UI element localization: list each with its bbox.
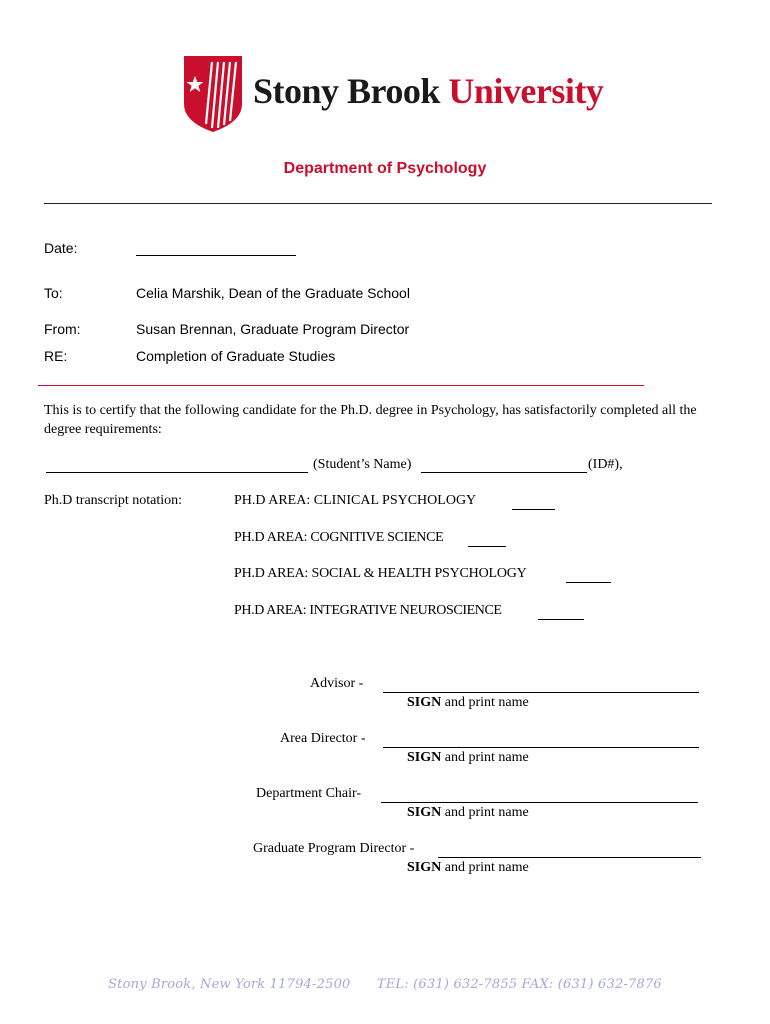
advisor-sign-caption: SIGN and print name bbox=[407, 695, 529, 710]
footer bbox=[0, 977, 770, 992]
logo-name-part2: University bbox=[448, 71, 604, 111]
area-cognitive-line[interactable] bbox=[468, 546, 506, 547]
student-name-label: (Student’s Name) bbox=[313, 457, 412, 472]
grad-director-signature-line[interactable] bbox=[438, 857, 701, 858]
department-title: Department of Psychology bbox=[283, 160, 487, 177]
to-value: Celia Marshik, Dean of the Graduate School bbox=[136, 285, 410, 301]
area-clinical: PH.D AREA: CLINICAL PSYCHOLOGY bbox=[234, 493, 477, 508]
shield-star-icon bbox=[182, 52, 244, 134]
grad-director-label: Graduate Program Director - bbox=[253, 841, 415, 856]
student-id-line[interactable] bbox=[421, 472, 587, 473]
student-name-line[interactable] bbox=[46, 472, 308, 473]
department-chair-signature-line[interactable] bbox=[381, 802, 698, 803]
footer-address: Stony Brook, New York 11794-2500 bbox=[108, 977, 351, 992]
logo-wordmark bbox=[253, 70, 603, 112]
logo-name-part1: Stony Brook bbox=[253, 71, 440, 111]
transcript-label: Ph.D transcript notation: bbox=[44, 493, 183, 508]
area-director-signature-line[interactable] bbox=[383, 747, 699, 748]
certification-text: This is to certify that the following candidate for the Ph.D. degree in Psychology, has satisfactorily completed all the degree requirements: bbox=[44, 403, 697, 437]
to-label: To: bbox=[44, 285, 63, 301]
area-director-sign-caption: SIGN and print name bbox=[407, 750, 529, 765]
area-director-label: Area Director - bbox=[280, 731, 366, 746]
from-label: From: bbox=[44, 321, 81, 337]
area-neuroscience-line[interactable] bbox=[538, 619, 584, 620]
area-social-health-line[interactable] bbox=[566, 582, 611, 583]
advisor-label: Advisor - bbox=[310, 676, 364, 691]
re-label: RE: bbox=[44, 348, 68, 364]
advisor-signature-line[interactable] bbox=[383, 692, 699, 693]
top-divider bbox=[44, 203, 712, 204]
from-value: Susan Brennan, Graduate Program Director bbox=[136, 321, 410, 337]
date-label: Date: bbox=[44, 240, 78, 256]
area-cognitive: PH.D AREA: COGNITIVE SCIENCE bbox=[234, 530, 444, 545]
student-id-label: (ID#), bbox=[588, 457, 623, 472]
area-social-health: PH.D AREA: SOCIAL & HEALTH PSYCHOLOGY bbox=[234, 566, 527, 581]
department-chair-sign-caption: SIGN and print name bbox=[407, 805, 529, 820]
footer-contact: TEL: (631) 632-7855 FAX: (631) 632-7876 bbox=[376, 977, 662, 992]
area-neuroscience: PH.D AREA: INTEGRATIVE NEUROSCIENCE bbox=[234, 603, 502, 618]
red-divider bbox=[38, 385, 644, 386]
area-clinical-line[interactable] bbox=[512, 509, 555, 510]
re-value: Completion of Graduate Studies bbox=[136, 348, 336, 364]
date-blank-line[interactable] bbox=[136, 255, 296, 256]
department-chair-label: Department Chair- bbox=[256, 786, 362, 801]
grad-director-sign-caption: SIGN and print name bbox=[407, 860, 529, 875]
